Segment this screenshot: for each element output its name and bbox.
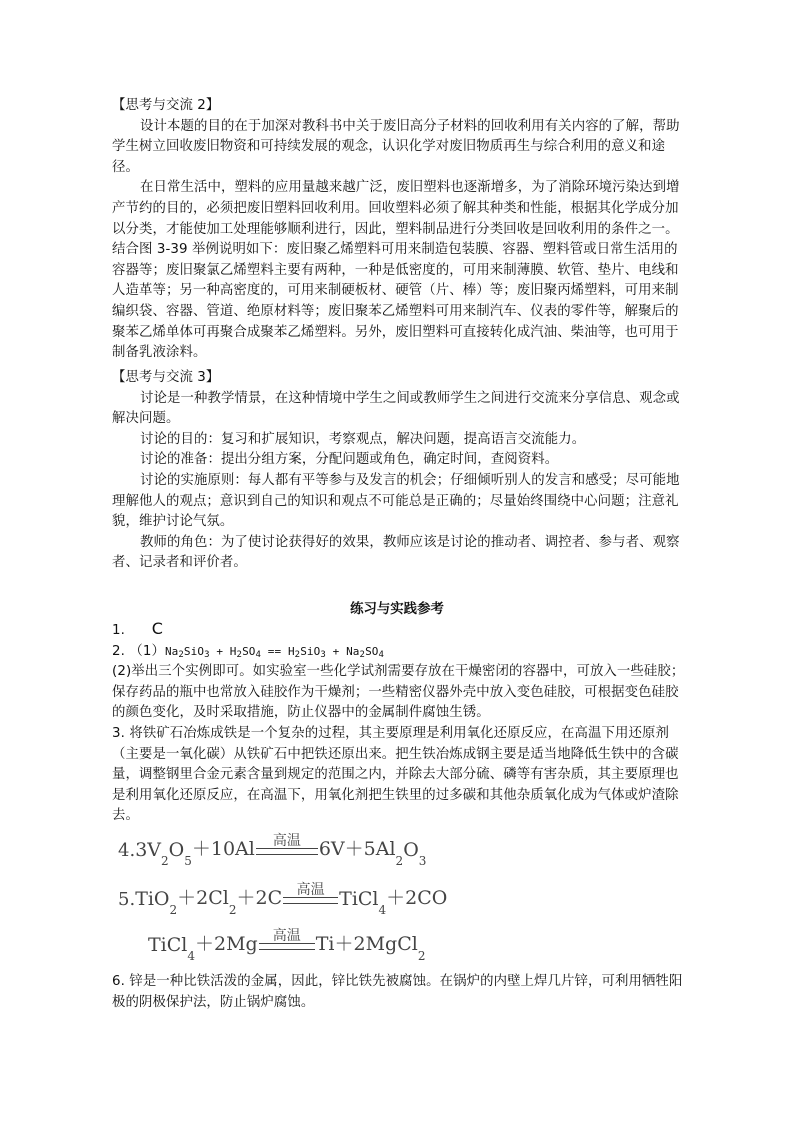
- answer-2-equation: 2. $(1)Na_2SiO_3 + H_2SO_4 == H_2SiO_3 + Na_2SO_4$: [112, 643, 385, 660]
- reaction-condition: 高温: [283, 883, 338, 910]
- paragraph: 设计本题的目的在于加深对教科书中关于废旧高分子材料的回收利用有关内容的了解，帮助学生树立回收废旧物资和可持续发展的观念，认识化学对废旧物质再生与综合利用的意义和途径。: [112, 118, 680, 175]
- paragraph: 教师的角色：为了使讨论获得好的效果，教师应该是讨论的推动者、调控者、参与者、观察者、记录者和评价者。: [112, 534, 680, 571]
- section-think-discuss-3: [112, 368, 687, 574]
- reaction-condition: 高温: [256, 834, 318, 861]
- paragraph: 讨论的实施原则：每人都有平等参与及发言的机会；仔细倾听别人的发言和感受；尽可能地理解他人的观点；意识到自己的知识和观点不可能总是正确的；尽量始终围绕中心问题；注意礼貌，维护讨论气氛。: [112, 472, 680, 530]
- section-think-discuss-2: [112, 96, 687, 364]
- equation-5a: 5. TiO 2 ＋2Cl 2 ＋2C 高温 TiCl 4 ＋2CO: [118, 882, 448, 917]
- section-heading: 【思考与交流 3】: [112, 370, 220, 385]
- answer-choice: C: [151, 619, 163, 638]
- paragraph: 在日常生活中，塑料的应用量越来越广泛，废旧塑料也逐渐增多，为了消除环境污染达到增产节约的目的，必须把废旧塑料回收利用。回收塑料必须了解其种类和性能，根据其化学成分加以分类，才能使加工处理能够顺利进行，因此，塑料制品进行分类回收是回收利用的条件之一。结合图 3-39 举例说明如下：废旧聚乙烯塑料可用来制造包装膜、容器、塑料管或日常生活用的容器等；废旧聚氯乙烯塑料主要有两种，一种是低密度的，可用来制薄膜、软管、垫片、电线和人造革等；另一种高密度的，可用来制硬板材、硬管（片、棒）等；废旧聚丙烯塑料，可用来制编织袋、容器、管道、绝原材料等；废旧聚苯乙烯塑料可用来制汽车、仪表的零件等，解聚后的聚苯乙烯单体可再聚合成聚苯乙烯塑料。另外，废旧塑料可直接转化成汽油、柴油等，也可用于制备乳液涂料。: [112, 180, 680, 361]
- answer-6: 6. 锌是一种比铁活泼的金属，因此，锌比铁先被腐蚀。在锅炉的内壁上焊几片锌，可利用牺牲阳极的阴极保护法，防止锅炉腐蚀。: [112, 974, 683, 1010]
- section-heading: 【思考与交流 2】: [112, 98, 220, 113]
- practice-answers: [112, 619, 687, 827]
- practice-title: 练习与实践参考: [350, 602, 444, 617]
- answer-1: [112, 619, 687, 642]
- paragraph: 讨论的目的：复习和扩展知识，考察观点，解决问题，提高语言交流能力。: [140, 431, 586, 447]
- answer-3: 3. 将铁矿石冶炼成铁是一个复杂的过程，其主要原理是利用氧化还原反应，在高温下用还原剂（主要是一氧化碳）从铁矿石中把铁还原出来。把生铁冶炼成钢主要是适当地降低生铁中的含碳量，调整钢里合金元素含量到规定的范围之内，并除去大部分硫、磷等有害杂质，其主要原理也是利用氧化还原反应，在高温下，用氧化剂把生铁里的过多碳和其他杂质氧化成为气体或炉渣除去。: [112, 725, 679, 824]
- reaction-condition: 高温: [259, 929, 315, 956]
- chemical-equation: $Na_2SiO_3 + H_2SO_4 == H_2SiO_3 + Na_2SO_4$: [164, 644, 385, 660]
- answer-2-part2: (2)举出三个实例即可。如实验室一些化学试剂需要存放在干燥密闭的容器中，可放入一些硅胶；保存药品的瓶中也常放入硅胶作为干燥剂；一些精密仪器外壳中放入变色硅胶，可根据变色硅胶的颜色变化，及时采取措施，防止仪器中的金属制件腐蚀生锈。: [112, 664, 685, 721]
- paragraph: 讨论的准备：提出分组方案，分配问题或角色，确定时间，查阅资料。: [140, 452, 559, 468]
- answer-number: 1.: [112, 623, 125, 638]
- paragraph: 讨论是一种教学情景，在这种情境中学生之间或教师学生之间进行交流来分享信息、观念或解决问题。: [112, 390, 680, 427]
- equation-4: 4. 3V 2 O 5 ＋10Al 高温 6V＋5Al 2 O 3: [118, 833, 427, 868]
- equation-5b: TiCl 4 ＋2Mg 高温 Ti＋2MgCl 2: [148, 928, 426, 963]
- answer-6-block: [112, 972, 687, 1013]
